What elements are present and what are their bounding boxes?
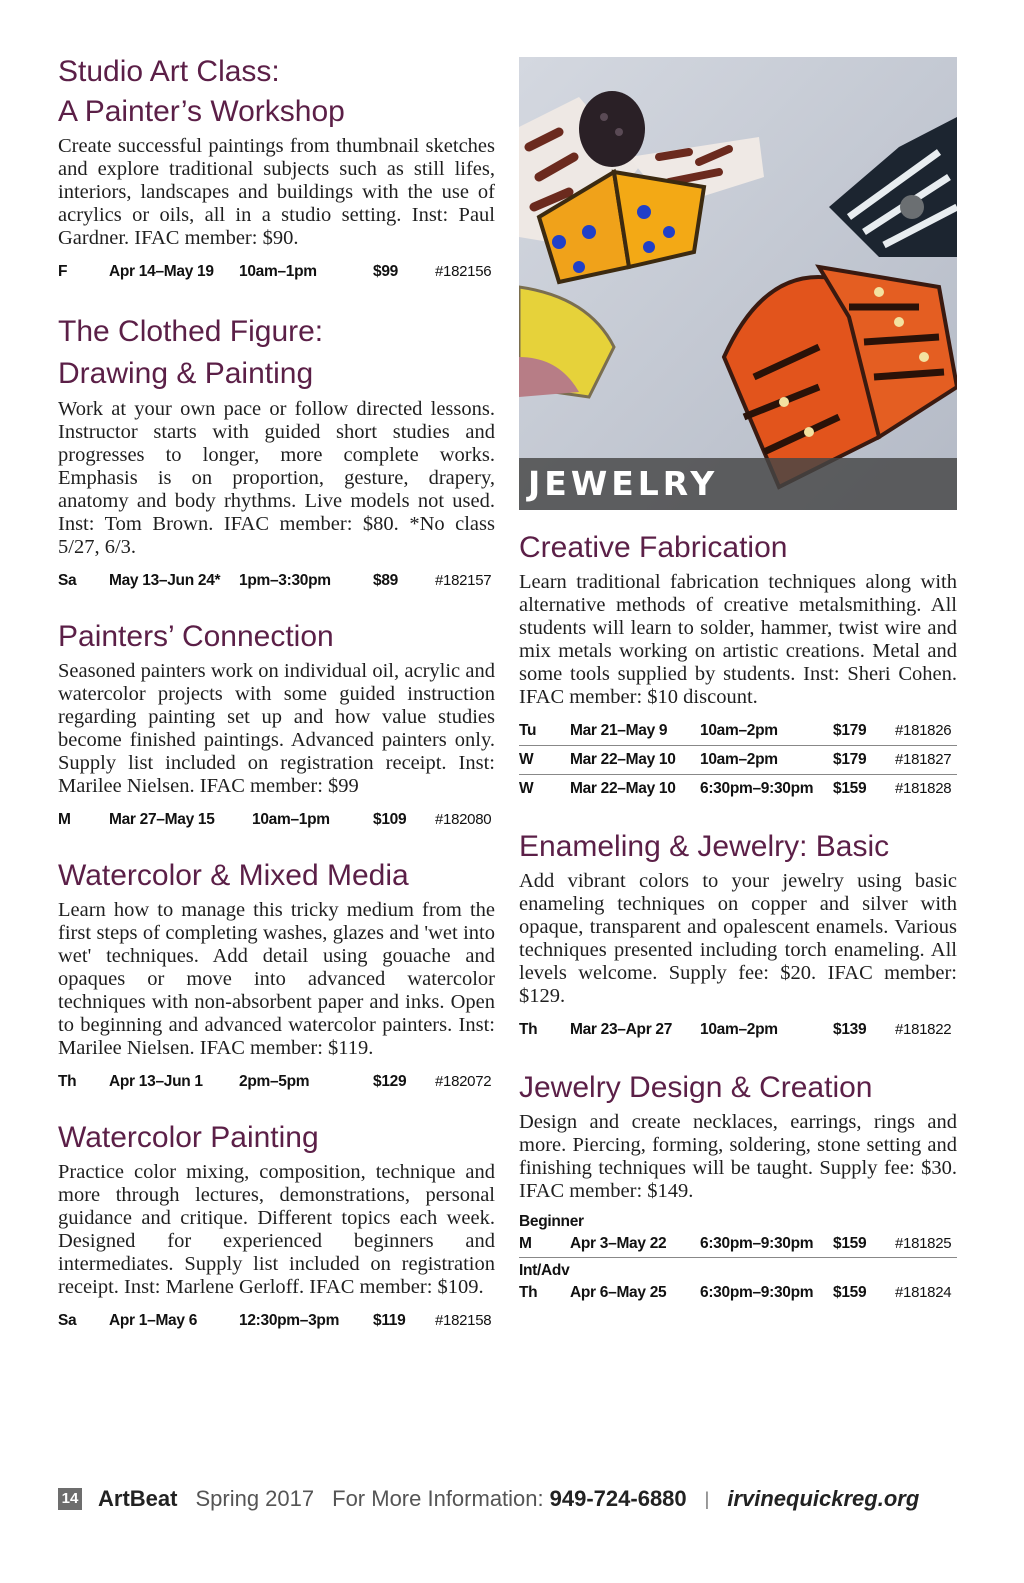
schedule-time: 2pm–5pm bbox=[239, 1073, 310, 1090]
schedule-dates: Mar 22–May 10 bbox=[570, 751, 676, 768]
course-description: Learn how to manage this tricky medium from the first steps of completing washes, glazes and 'wet into wet' techniques. Add detail using gouache and opaques or move into advanced watercolor techniques with non-absorbent paper and inks. Open to beginning and advanced watercolor painters. Inst: Marilee Nielsen. IFAC member: $119. bbox=[58, 899, 495, 1059]
schedule-day: Sa bbox=[58, 1312, 77, 1329]
course-description: Work at your own pace or follow directed lessons. Instructor starts with guided short studies and progresses to longer, more complete works. Emphasis is on proportion, gesture, drapery, anatomy and body rhythms. Live models not used. Inst: Tom Brown. IFAC member: $80. *No class 5/27, 6/3. bbox=[58, 398, 495, 558]
course-jewelry-design-creation bbox=[519, 1068, 957, 1306]
schedule-row bbox=[519, 746, 957, 775]
course-title: Creative Fabrication bbox=[519, 531, 788, 564]
info-label: For More Information: bbox=[332, 1486, 544, 1511]
footer-separator: | bbox=[704, 1488, 710, 1509]
schedule-price: $99 bbox=[373, 263, 398, 280]
schedule-row bbox=[519, 1016, 957, 1044]
schedule-price: $119 bbox=[373, 1312, 406, 1329]
course-number: #182072 bbox=[435, 1073, 492, 1090]
jewelry-category-banner: JEWELRY bbox=[519, 458, 957, 510]
schedule-day: Sa bbox=[58, 572, 77, 589]
course-number: #181828 bbox=[895, 780, 952, 797]
schedule-day: W bbox=[519, 780, 534, 797]
schedule-price: $109 bbox=[373, 811, 407, 828]
schedule-dates: Apr 14–May 19 bbox=[109, 263, 214, 280]
schedule-price: $129 bbox=[373, 1073, 407, 1090]
course-enameling-jewelry-basic bbox=[519, 827, 957, 1044]
schedule-day: Tu bbox=[519, 722, 537, 739]
schedule-day: Th bbox=[519, 1284, 538, 1301]
schedule-day: W bbox=[519, 751, 534, 768]
schedule-time: 6:30pm–9:30pm bbox=[700, 780, 814, 797]
course-title: Jewelry Design & Creation bbox=[519, 1071, 873, 1104]
schedule-day: M bbox=[519, 1235, 532, 1252]
schedule-row bbox=[519, 717, 957, 746]
course-number: #182157 bbox=[435, 572, 492, 589]
schedule-day: M bbox=[58, 811, 71, 828]
course-title bbox=[58, 311, 495, 395]
course-number: #181825 bbox=[895, 1235, 952, 1252]
right-column bbox=[519, 528, 957, 1306]
schedule-dates: May 13–Jun 24* bbox=[109, 572, 221, 589]
schedule-time: 6:30pm–9:30pm bbox=[700, 1235, 814, 1252]
course-title-line: Studio Art Class: bbox=[58, 55, 280, 88]
schedule-time: 1pm–3:30pm bbox=[239, 572, 331, 589]
schedule-time: 10am–1pm bbox=[252, 811, 330, 828]
schedule-dates: Mar 27–May 15 bbox=[109, 811, 215, 828]
brand-name: ArtBeat bbox=[98, 1486, 178, 1511]
schedule-dates: Mar 23–Apr 27 bbox=[570, 1021, 673, 1038]
course-number: #182158 bbox=[435, 1312, 492, 1329]
course-title: Enameling & Jewelry: Basic bbox=[519, 830, 890, 863]
schedule-row bbox=[58, 1307, 495, 1335]
jewelry-hero-image bbox=[519, 57, 957, 510]
schedule-row bbox=[58, 258, 495, 286]
schedule-price: $89 bbox=[373, 572, 398, 589]
course-title bbox=[58, 52, 495, 132]
course-title: Watercolor & Mixed Media bbox=[58, 859, 409, 892]
schedule-day: Th bbox=[519, 1021, 538, 1038]
schedule-day: Th bbox=[58, 1073, 77, 1090]
course-number: #181824 bbox=[895, 1284, 952, 1301]
schedule-price: $139 bbox=[833, 1021, 867, 1038]
course-title-line: The Clothed Figure: bbox=[58, 315, 324, 348]
website-link[interactable]: irvinequickreg.org bbox=[727, 1486, 920, 1511]
schedule-dates: Apr 6–May 25 bbox=[570, 1284, 667, 1301]
course-title: Painters’ Connection bbox=[58, 620, 334, 653]
course-number: #181822 bbox=[895, 1021, 952, 1038]
season-label: Spring 2017 bbox=[195, 1486, 315, 1511]
course-watercolor-mixed-media bbox=[58, 856, 495, 1096]
course-studio-art-class bbox=[58, 52, 495, 286]
level-label: Beginner bbox=[519, 1213, 584, 1230]
level-label: Int/Adv bbox=[519, 1262, 570, 1279]
schedule-time: 10am–2pm bbox=[700, 1021, 778, 1038]
course-title: Watercolor Painting bbox=[58, 1121, 319, 1154]
course-creative-fabrication bbox=[519, 528, 957, 803]
schedule-price: $179 bbox=[833, 751, 867, 768]
course-number: #181827 bbox=[895, 751, 952, 768]
schedule-price: $159 bbox=[833, 1284, 867, 1301]
schedule-row bbox=[58, 1068, 495, 1096]
schedule-row bbox=[519, 1280, 957, 1306]
schedule-row bbox=[58, 806, 495, 834]
schedule-time: 10am–2pm bbox=[700, 751, 778, 768]
course-painters-connection bbox=[58, 617, 495, 834]
schedule-day: F bbox=[58, 263, 68, 280]
course-number: #182080 bbox=[435, 811, 492, 828]
course-title-line: Drawing & Painting bbox=[58, 357, 314, 390]
moth-jewelry-photo-icon bbox=[519, 57, 957, 510]
course-description: Seasoned painters work on individual oil, acrylic and watercolor projects with some guided instruction regarding painting set up and how value studies become finished paintings. Advanced painters only. Supply list included on registration receipt. Inst: Marilee Nielsen. IFAC member: $99 bbox=[58, 660, 495, 797]
course-description: Learn traditional fabrication techniques along with alternative methods of creative metalsmithing. All students will learn to solder, hammer, twist wire and mix metals working on artistic creations. Metal and some tools supplied by students. Inst: Sheri Cohen. IFAC member: $10 discount. bbox=[519, 571, 957, 708]
schedule-dates: Apr 13–Jun 1 bbox=[109, 1073, 203, 1090]
schedule-time: 10am–1pm bbox=[239, 263, 317, 280]
course-clothed-figure bbox=[58, 311, 495, 595]
schedule-time: 6:30pm–9:30pm bbox=[700, 1284, 814, 1301]
schedule-time: 10am–2pm bbox=[700, 722, 778, 739]
schedule-dates: Mar 22–May 10 bbox=[570, 780, 676, 797]
schedule-price: $159 bbox=[833, 780, 867, 797]
left-column bbox=[58, 52, 495, 1335]
course-watercolor-painting bbox=[58, 1118, 495, 1335]
schedule-row bbox=[519, 775, 957, 803]
course-description: Design and create necklaces, earrings, rings and more. Piercing, forming, soldering, stone setting and finishing techniques will be taught. Supply fee: $30. IFAC member: $149. bbox=[519, 1111, 957, 1202]
page-footer bbox=[58, 1484, 919, 1514]
schedule-dates: Apr 1–May 6 bbox=[109, 1312, 198, 1329]
course-description: Add vibrant colors to your jewelry using basic enameling techniques on copper and silver with opaque, transparent and opalescent enamels. Various techniques presented including torch enameling. All levels welcome. Supply fee: $20. IFAC member: $129. bbox=[519, 870, 957, 1007]
schedule-dates: Apr 3–May 22 bbox=[570, 1235, 667, 1252]
course-description: Create successful paintings from thumbnail sketches and explore traditional subjects such as still lifes, interiors, landscapes and buildings with the use of acrylics or oils, all in a studio setting. Inst: Paul Gardner. IFAC member: $90. bbox=[58, 135, 495, 249]
course-description: Practice color mixing, composition, technique and more through lectures, demonstrations, personal guidance and critique. Different topics each week. Designed for experienced beginners and intermediates. Supply list included on registration receipt. Inst: Marlene Gerloff. IFAC member: $109. bbox=[58, 1161, 495, 1298]
page-number: 14 bbox=[58, 1488, 82, 1510]
schedule-price: $179 bbox=[833, 722, 867, 739]
schedule-price: $159 bbox=[833, 1235, 867, 1252]
schedule-row bbox=[58, 567, 495, 595]
schedule-time: 12:30pm–3pm bbox=[239, 1312, 340, 1329]
course-title-line: A Painter’s Workshop bbox=[58, 95, 345, 128]
schedule-dates: Mar 21–May 9 bbox=[570, 722, 668, 739]
phone-number: 949-724-6880 bbox=[549, 1486, 687, 1511]
course-number: #182156 bbox=[435, 263, 492, 280]
schedule-row bbox=[519, 1231, 957, 1258]
course-number: #181826 bbox=[895, 722, 952, 739]
